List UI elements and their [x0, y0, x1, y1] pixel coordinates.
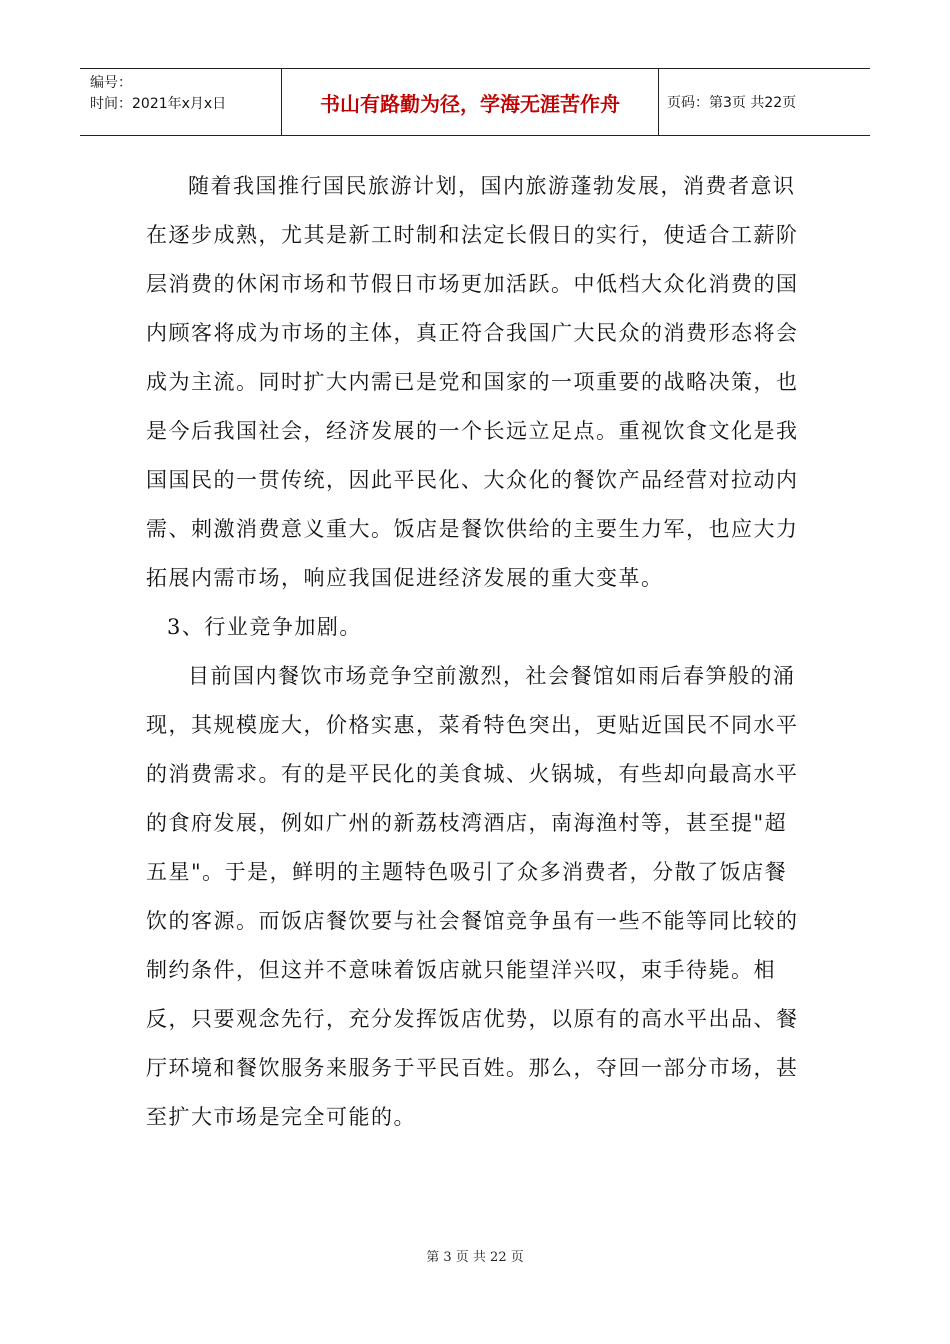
body-paragraph: 目前国内餐饮市场竞争空前激烈，社会餐馆如雨后春笋般的涌现，其规模庞大，价格实惠，菜肴特色突出，更贴近国民不同水平的消费需求。有的是平民化的美食城、火锅城，有些却向最高水平的食府发展，例如广州的新荔枝湾酒店，南海渔村等，甚至提"超五星"。于是，鲜明的主题特色吸引了众多消费者，分散了饭店餐饮的客源。而饭店餐饮要与社会餐馆竞争虽有一些不能等同比较的制约条件，但这并不意味着饭店就只能望洋兴叹，束手待毙。相反，只要观念先行，充分发挥饭店优势，以原有的高水平出品、餐厅环境和餐饮服务来服务于平民百姓。那么，夺回一部分市场，甚至扩大市场是完全可能的。: [146, 664, 799, 1129]
header-page-info: 页码：第3页 共22页: [667, 95, 797, 111]
header-motto: 书山有路勤为径，学海无涯苦作舟: [282, 69, 659, 135]
page-footer: 第 3 页 共 22 页: [426, 1250, 524, 1265]
header-meta: [80, 69, 282, 135]
document-date: 时间：2021年x月x日: [90, 96, 227, 112]
section-heading: 3、行业竞争加剧。: [167, 615, 362, 639]
page-header: [80, 68, 870, 136]
document-body: [146, 162, 806, 1142]
body-paragraph: 随着我国推行国民旅游计划，国内旅游蓬勃发展，消费者意识在逐步成熟，尤其是新工时制和法定长假日的实行，使适合工薪阶层消费的休闲市场和节假日市场更加活跃。中低档大众化消费的国内顾客将成为市场的主体，真正符合我国广大民众的消费形态将会成为主流。同时扩大内需已是党和国家的一项重要的战略决策，也是今后我国社会，经济发展的一个长远立足点。重视饮食文化是我国国民的一贯传统，因此平民化、大众化的餐饮产品经营对拉动内需、刺激消费意义重大。饭店是餐饮供给的主要生力军，也应大力拓展内需市场，响应我国促进经济发展的重大变革。: [146, 174, 799, 590]
document-number-label: 编号：: [90, 75, 132, 91]
